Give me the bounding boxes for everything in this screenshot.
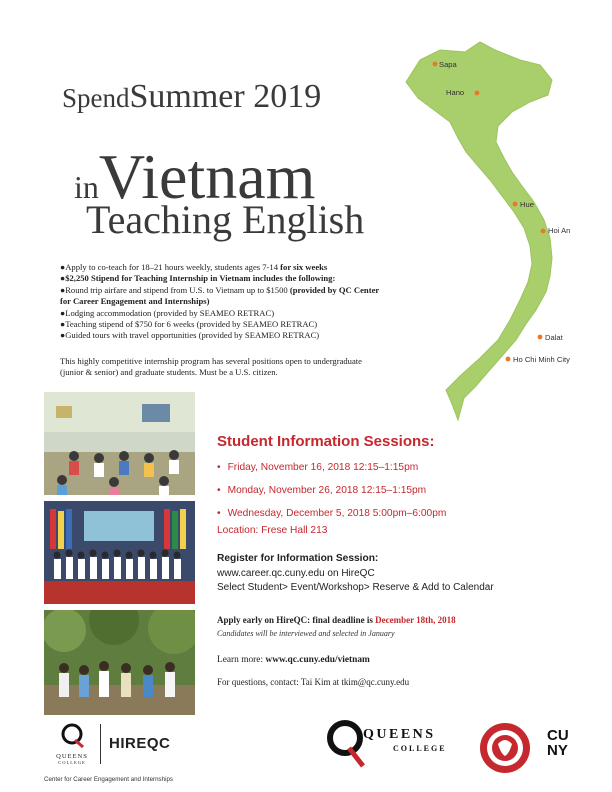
benefit-item: ●Apply to co-teach for 18–21 hours weekly, students ages 7-14 for six weeks	[60, 262, 328, 272]
sessions-list	[217, 462, 446, 531]
city-label-hanoi: Hano	[446, 88, 465, 97]
contact-info: For questions, contact: Tai Kim at tkim@qc.cuny.edu	[217, 677, 410, 687]
title-summer-text: Summer 2019	[129, 78, 322, 115]
city-label-hcmc: Ho Chi Minh City	[513, 355, 570, 364]
benefit-item: ●Teaching stipend of $750 for 6 weeks (provided by SEAMEO RETRAC)	[60, 319, 318, 330]
register-link[interactable]: www.career.qc.cuny.edu on HireQC	[217, 568, 375, 579]
session-item: • Monday, November 26, 2018 12:15–1:15pm	[217, 485, 427, 496]
queens-college-logo-small: QUEENS COLLEGE	[46, 722, 98, 765]
city-dot-hue	[513, 202, 518, 207]
cuny-logo: CU NY	[547, 727, 569, 759]
register-heading: Register for Information Session:	[217, 553, 379, 564]
vietnam-map	[380, 20, 612, 430]
photo-classroom	[44, 392, 195, 495]
learn-more: Learn more: www.qc.cuny.edu/vietnam	[217, 655, 370, 665]
benefit-item: for Career Engagement and Internships)	[60, 296, 210, 307]
benefit-item: ●$2,250 Stipend for Teaching Internship in Vietnam includes the following:	[60, 273, 336, 284]
title-summer	[62, 78, 321, 116]
benefit-item: ●Lodging accommodation (provided by SEAMEO RETRAC)	[60, 307, 275, 318]
seameo-seal	[479, 722, 531, 774]
benefit-item: ●Round trip airfare and stipend from U.S. to Vietnam up to $1500 (provided by QC Center	[60, 284, 380, 295]
title-teaching: Teaching English	[86, 197, 365, 242]
logo-divider	[100, 724, 101, 764]
register-steps: Select Student> Event/Workshop> Reserve & Add to Calendar	[217, 582, 494, 593]
city-label-hoian: Hoi An	[548, 226, 571, 235]
city-label-hue: Hue	[520, 200, 534, 209]
queens-college-logo	[325, 718, 365, 773]
city-dot-dalat	[538, 335, 543, 340]
college-wordmark: COLLEGE	[393, 744, 447, 753]
city-dot-hanoi	[475, 91, 480, 96]
session-item: • Wednesday, December 5, 2018 5:00pm–6:00pm	[217, 508, 447, 519]
apply-deadline: Apply early on HireQC: final deadline is December 18th, 2018	[217, 615, 456, 625]
city-dot-hcmc	[506, 357, 511, 362]
queens-q-icon	[59, 722, 85, 748]
benefit-item: ●Guided tours with travel opportunities (provided by SEAMEO RETRAC)	[60, 330, 320, 341]
queens-q-large-icon	[325, 718, 365, 768]
city-dot-sapa	[433, 62, 438, 67]
hireqc-logo: HIREQC	[109, 735, 171, 752]
city-dot-hoian	[541, 229, 546, 234]
sessions-heading: Student Information Sessions:	[217, 433, 435, 450]
photo-outdoors	[44, 610, 195, 715]
benefits-list	[60, 262, 420, 342]
center-name: Center for Career Engagement and Internships	[44, 776, 173, 783]
candidates-note: Candidates will be interviewed and selected in January	[217, 629, 395, 638]
session-item: • Friday, November 16, 2018 12:15–1:15pm	[217, 462, 419, 473]
session-location: Location: Frese Hall 213	[217, 525, 328, 536]
photo-stage	[44, 501, 195, 604]
city-label-sapa: Sapa	[439, 60, 457, 69]
city-label-dalat: Dalat	[545, 333, 563, 342]
learn-more-link[interactable]: www.qc.cuny.edu/vietnam	[265, 655, 370, 665]
title-in: in	[74, 169, 99, 205]
title-spend: Spend	[62, 83, 130, 113]
title-vietnam-text: Vietnam	[98, 141, 316, 212]
deadline-date: December 18th, 2018	[375, 615, 456, 625]
queens-wordmark: QUEENS	[363, 727, 436, 742]
program-intro: This highly competitive internship program has several positions open to undergraduate (junior & senior) and graduate students. Must be a U.S. citizen.	[60, 356, 362, 378]
